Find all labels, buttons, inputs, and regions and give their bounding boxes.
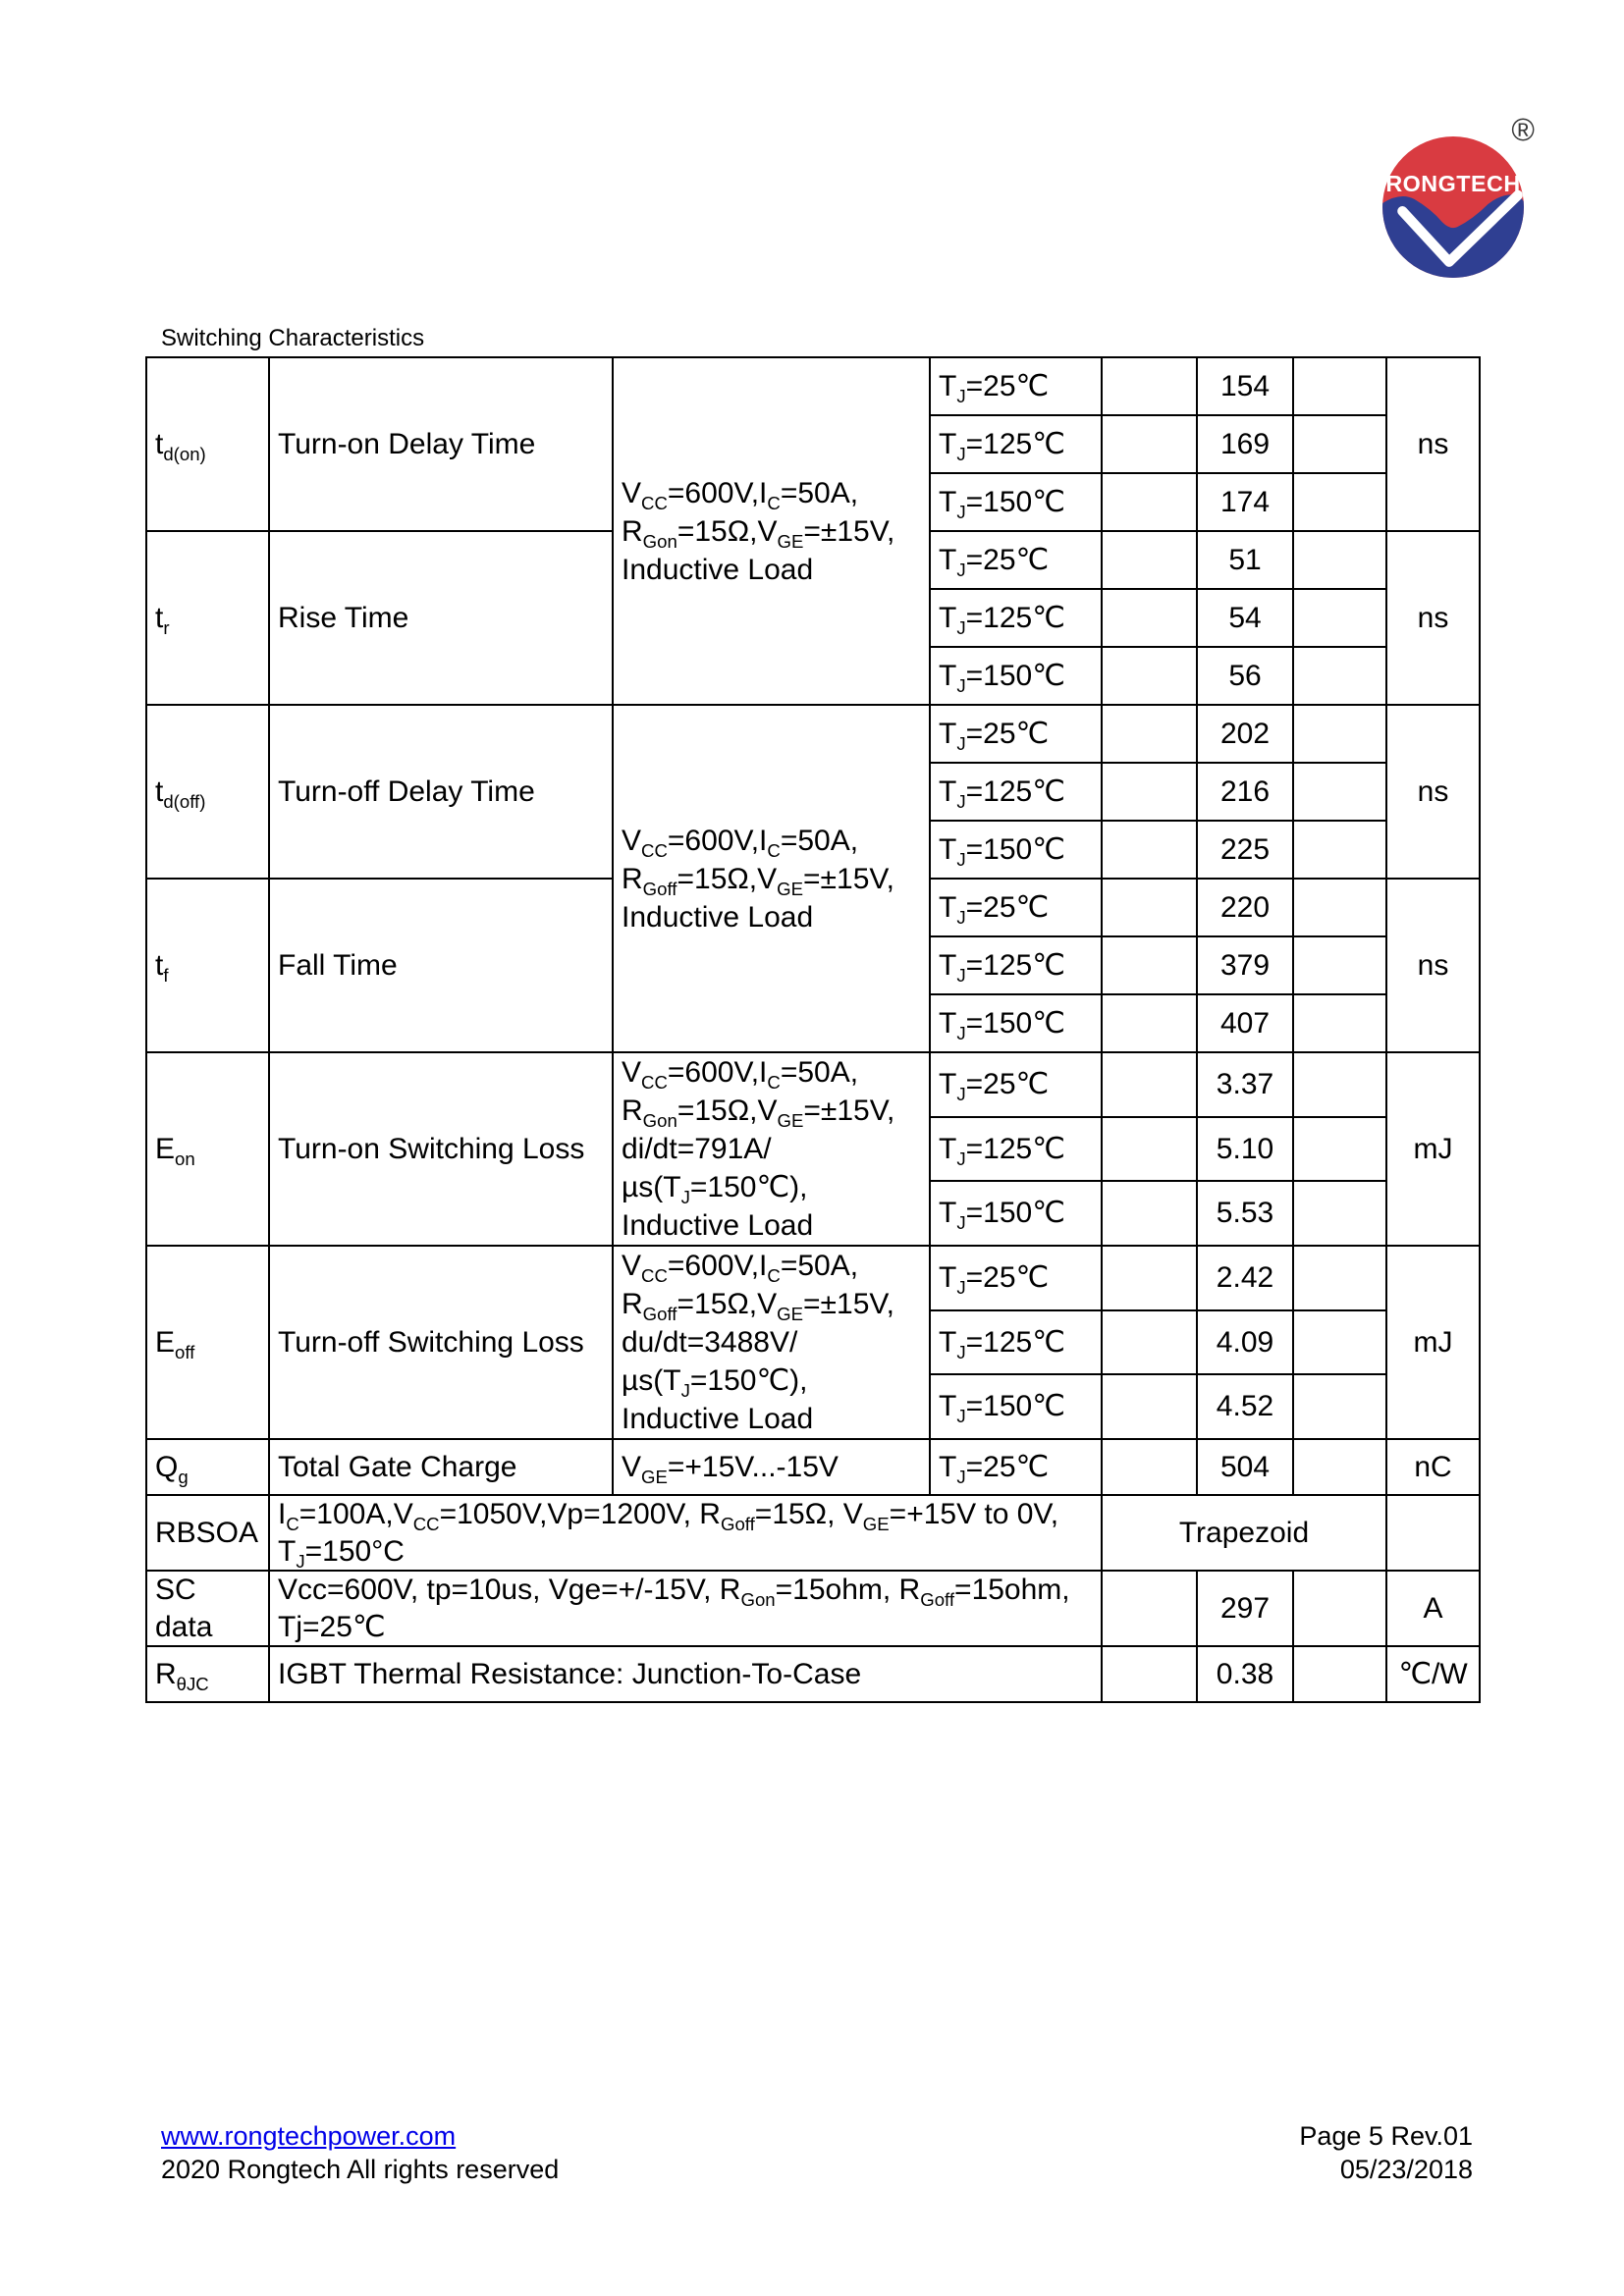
- typ-cell: 216: [1197, 763, 1293, 821]
- temp-cell: $T_J=150℃$: [930, 1374, 1102, 1439]
- unit-cell: [1386, 1495, 1480, 1571]
- symbol-cell: $E_{off}$: [146, 1246, 269, 1439]
- symbol-cell: $t_{d(off)}$: [146, 705, 269, 879]
- typ-cell: 504: [1197, 1439, 1293, 1495]
- unit-cell: A: [1386, 1571, 1480, 1646]
- document-date: 05/23/2018: [1339, 2155, 1473, 2184]
- unit-cell: ℃/W: [1386, 1646, 1480, 1702]
- typ-cell: 297: [1197, 1571, 1293, 1646]
- typ-cell: 154: [1197, 357, 1293, 415]
- typ-cell: 51: [1197, 531, 1293, 589]
- typ-cell: 4.09: [1197, 1310, 1293, 1375]
- symbol-cell: $Q_g$: [146, 1439, 269, 1495]
- max-cell: [1293, 994, 1386, 1052]
- max-cell: [1293, 879, 1386, 936]
- max-cell: [1293, 357, 1386, 415]
- temp-cell: $T_J=25℃$: [930, 879, 1102, 936]
- temp-cell: $T_J=125℃$: [930, 589, 1102, 647]
- min-cell: [1102, 415, 1197, 473]
- parameter-cell: Fall Time: [269, 879, 613, 1052]
- page-revision: Page 5 Rev.01: [1299, 2121, 1473, 2151]
- conditions-cell: Vcc=600V, tp=10us, Vge=+/-15V, $R_{Gon}=15ohm$, $R_{Goff}=15ohm$, Tj=25℃: [269, 1571, 1102, 1646]
- max-cell: [1293, 473, 1386, 531]
- parameter-cell: Turn-on Delay Time: [269, 357, 613, 531]
- min-cell: [1102, 531, 1197, 589]
- temp-cell: $T_J=150℃$: [930, 1181, 1102, 1246]
- table-row: [146, 705, 1480, 763]
- conditions-cell: $V_{CC}=600V,I_C=50A$, $R_{Goff}=15\Omega,V_{GE}=\pm 15V$, $du/dt=3488V/\mu s(T_J=150℃)$, Inductive Load: [613, 1246, 930, 1439]
- unit-cell: ns: [1386, 705, 1480, 879]
- min-cell: [1102, 589, 1197, 647]
- min-cell: [1102, 1310, 1197, 1375]
- symbol-cell: $t_{d(on)}$: [146, 357, 269, 531]
- max-cell: [1293, 1310, 1386, 1375]
- table-row: [146, 357, 1480, 415]
- temp-cell: $T_J=125℃$: [930, 763, 1102, 821]
- table-row: [146, 1246, 1480, 1310]
- typ-cell: 407: [1197, 994, 1293, 1052]
- max-cell: [1293, 705, 1386, 763]
- typ-cell: 54: [1197, 589, 1293, 647]
- temp-cell: $T_J=25℃$: [930, 1246, 1102, 1310]
- max-cell: [1293, 1439, 1386, 1495]
- max-cell: [1293, 1181, 1386, 1246]
- unit-cell: mJ: [1386, 1052, 1480, 1246]
- typ-cell: 174: [1197, 473, 1293, 531]
- conditions-cell: $V_{GE}=+15V...-15V$: [613, 1439, 930, 1495]
- typ-cell: 3.37: [1197, 1052, 1293, 1117]
- temp-cell: $T_J=25℃$: [930, 357, 1102, 415]
- temp-cell: $T_J=25℃$: [930, 705, 1102, 763]
- typ-cell: 5.10: [1197, 1117, 1293, 1182]
- unit-cell: mJ: [1386, 1246, 1480, 1439]
- typ-cell: 56: [1197, 647, 1293, 705]
- parameter-cell: Rise Time: [269, 531, 613, 705]
- min-cell: [1102, 879, 1197, 936]
- min-cell: [1102, 1646, 1197, 1702]
- value-cell: Trapezoid: [1102, 1495, 1386, 1571]
- typ-cell: 202: [1197, 705, 1293, 763]
- switching-characteristics-table: [145, 356, 1481, 1703]
- typ-cell: 5.53: [1197, 1181, 1293, 1246]
- footer-right: [1299, 2119, 1473, 2186]
- min-cell: [1102, 705, 1197, 763]
- max-cell: [1293, 936, 1386, 994]
- section-title: Switching Characteristics: [161, 325, 425, 351]
- symbol-cell: RBSOA: [146, 1495, 269, 1571]
- min-cell: [1102, 1439, 1197, 1495]
- symbol-cell: $E_{on}$: [146, 1052, 269, 1246]
- temp-cell: $T_J=25℃$: [930, 1052, 1102, 1117]
- logo-brand-text: RONGTECH: [1385, 170, 1521, 196]
- table-row: [146, 1571, 1480, 1646]
- conditions-cell: $I_C=100A,V_{CC}=1050V,Vp=1200V$, $R_{Goff}=15\Omega$, $V_{GE}=+15V$ to 0V, $T_J=150^\circ C$: [269, 1495, 1102, 1571]
- temp-cell: $T_J=125℃$: [930, 1310, 1102, 1375]
- temp-cell: $T_J=125℃$: [930, 936, 1102, 994]
- website-link[interactable]: www.rongtechpower.com: [161, 2121, 457, 2151]
- conditions-cell: $V_{CC}=600V,I_C=50A$, $R_{Goff}=15\Omega,V_{GE}=\pm 15V$, Inductive Load: [613, 705, 930, 1052]
- typ-cell: 2.42: [1197, 1246, 1293, 1310]
- rongtech-logo: [1378, 114, 1537, 287]
- min-cell: [1102, 1374, 1197, 1439]
- max-cell: [1293, 763, 1386, 821]
- temp-cell: $T_J=25℃$: [930, 531, 1102, 589]
- max-cell: [1293, 647, 1386, 705]
- temp-cell: $T_J=125℃$: [930, 1117, 1102, 1182]
- table-row: [146, 1439, 1480, 1495]
- table-row: [146, 1052, 1480, 1117]
- unit-cell: ns: [1386, 357, 1480, 531]
- rongtech-logo-mark: [1381, 135, 1525, 279]
- max-cell: [1293, 1117, 1386, 1182]
- temp-cell: $T_J=150℃$: [930, 647, 1102, 705]
- parameter-cell: Turn-off Switching Loss: [269, 1246, 613, 1439]
- parameter-cell: Total Gate Charge: [269, 1439, 613, 1495]
- min-cell: [1102, 1181, 1197, 1246]
- min-cell: [1102, 994, 1197, 1052]
- min-cell: [1102, 1571, 1197, 1646]
- typ-cell: 225: [1197, 821, 1293, 879]
- max-cell: [1293, 1374, 1386, 1439]
- max-cell: [1293, 531, 1386, 589]
- typ-cell: 379: [1197, 936, 1293, 994]
- table-row: [146, 1495, 1480, 1571]
- symbol-cell: $t_r$: [146, 531, 269, 705]
- typ-cell: 220: [1197, 879, 1293, 936]
- min-cell: [1102, 357, 1197, 415]
- temp-cell: $T_J=150℃$: [930, 473, 1102, 531]
- registered-trademark-icon: ®: [1511, 112, 1535, 147]
- max-cell: [1293, 1571, 1386, 1646]
- temp-cell: $T_J=125℃$: [930, 415, 1102, 473]
- symbol-cell: $R_{\theta JC}$: [146, 1646, 269, 1702]
- unit-cell: ns: [1386, 879, 1480, 1052]
- unit-cell: ns: [1386, 531, 1480, 705]
- parameter-cell: Turn-on Switching Loss: [269, 1052, 613, 1246]
- typ-cell: 169: [1197, 415, 1293, 473]
- symbol-cell: $t_f$: [146, 879, 269, 1052]
- footer-left: [161, 2119, 559, 2186]
- max-cell: [1293, 821, 1386, 879]
- min-cell: [1102, 936, 1197, 994]
- min-cell: [1102, 1052, 1197, 1117]
- conditions-cell: $V_{CC}=600V,I_C=50A$, $R_{Gon}=15\Omega,V_{GE}=\pm 15V$, $di/dt=791A/\mu s(T_J=150℃)$, Inductive Load: [613, 1052, 930, 1246]
- max-cell: [1293, 1052, 1386, 1117]
- conditions-cell: $V_{CC}=600V,I_C=50A$, $R_{Gon}=15\Omega,V_{GE}=\pm 15V$, Inductive Load: [613, 357, 930, 705]
- min-cell: [1102, 647, 1197, 705]
- symbol-cell: SC data: [146, 1571, 269, 1646]
- typ-cell: 0.38: [1197, 1646, 1293, 1702]
- max-cell: [1293, 1646, 1386, 1702]
- max-cell: [1293, 415, 1386, 473]
- min-cell: [1102, 763, 1197, 821]
- max-cell: [1293, 589, 1386, 647]
- temp-cell: $T_J=150℃$: [930, 821, 1102, 879]
- copyright-text: 2020 Rongtech All rights reserved: [161, 2155, 560, 2184]
- table-row: [146, 1646, 1480, 1702]
- unit-cell: nC: [1386, 1439, 1480, 1495]
- temp-cell: $T_J=150℃$: [930, 994, 1102, 1052]
- typ-cell: 4.52: [1197, 1374, 1293, 1439]
- min-cell: [1102, 821, 1197, 879]
- parameter-cell: Turn-off Delay Time: [269, 705, 613, 879]
- min-cell: [1102, 1246, 1197, 1310]
- min-cell: [1102, 1117, 1197, 1182]
- conditions-cell: IGBT Thermal Resistance: Junction-To-Case: [269, 1646, 1102, 1702]
- max-cell: [1293, 1246, 1386, 1310]
- temp-cell: $T_J=25℃$: [930, 1439, 1102, 1495]
- min-cell: [1102, 473, 1197, 531]
